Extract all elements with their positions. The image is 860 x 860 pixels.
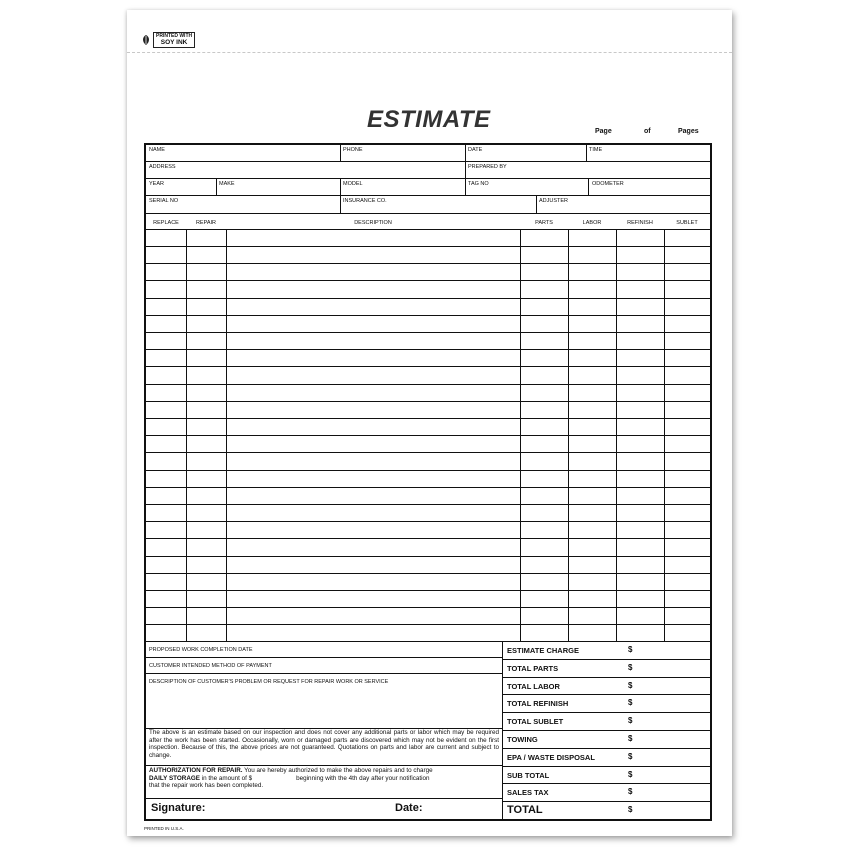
phone-field[interactable]: PHONE	[343, 147, 363, 153]
totals-divider	[502, 766, 710, 767]
table-row[interactable]	[146, 607, 710, 608]
table-row[interactable]	[146, 470, 710, 471]
total-label-sub-total: SUB TOTAL	[507, 770, 550, 780]
authorization-text-4: that the repair work has been completed.	[149, 782, 264, 790]
col-description: DESCRIPTION	[354, 220, 392, 226]
table-row[interactable]	[146, 590, 710, 591]
total-amount-field[interactable]: $	[628, 751, 633, 761]
table-row[interactable]	[146, 521, 710, 522]
totals-divider	[502, 712, 710, 713]
table-row[interactable]	[146, 418, 710, 419]
totals-divider	[502, 748, 710, 749]
total-amount-field[interactable]: $	[628, 787, 633, 797]
completion-date-field[interactable]: PROPOSED WORK COMPLETION DATE	[149, 647, 253, 653]
printed-in-usa: PRINTED IN U.S.A.	[144, 826, 184, 831]
totals-divider	[502, 730, 710, 731]
total-label-epa-waste-disposal: EPA / WASTE DISPOSAL	[507, 752, 595, 762]
soy-ink-text	[153, 32, 195, 48]
repair-authorization	[149, 767, 499, 790]
totals-divider	[502, 783, 710, 784]
table-row[interactable]	[146, 401, 710, 402]
date-field[interactable]: DATE	[468, 147, 483, 153]
form-frame	[144, 143, 712, 821]
total-label-total-labor: TOTAL LABOR	[507, 681, 560, 691]
adjuster-field[interactable]: ADJUSTER	[539, 198, 569, 204]
col-refinish: REFINISH	[627, 220, 653, 226]
serial-no-field[interactable]: SERIAL NO	[149, 198, 179, 204]
table-row[interactable]	[146, 384, 710, 385]
col-parts: PARTS	[535, 220, 553, 226]
col-replace: REPLACE	[153, 220, 179, 226]
total-label-total-refinish: TOTAL REFINISH	[507, 699, 569, 709]
total-label-total-parts: TOTAL PARTS	[507, 663, 559, 673]
table-header-divider	[146, 246, 710, 247]
col-sublet: SUBLET	[676, 220, 698, 226]
total-label-towing: TOWING	[507, 735, 538, 744]
soy-ink-badge	[141, 32, 195, 48]
estimate-form-sheet	[127, 10, 732, 836]
year-field[interactable]: YEAR	[149, 181, 164, 187]
table-row[interactable]	[146, 349, 710, 350]
insurance-co-field[interactable]: INSURANCE CO.	[343, 198, 387, 204]
totals-divider	[502, 659, 710, 660]
tag-no-field[interactable]: TAG NO	[468, 181, 489, 187]
totals-divider	[502, 801, 710, 802]
soy-ink-line2: SOY INK	[160, 39, 188, 46]
prepared-by-field[interactable]: PREPARED BY	[468, 164, 507, 170]
authorization-text-2: in the amount of $	[201, 774, 253, 782]
table-row[interactable]	[146, 332, 710, 333]
total-amount-field[interactable]: $	[628, 698, 633, 708]
name-field[interactable]: NAME	[149, 147, 165, 153]
time-field[interactable]: TIME	[589, 147, 603, 153]
signature-label[interactable]: Signature:	[151, 802, 206, 814]
total-amount-field[interactable]: $	[628, 805, 633, 815]
total-amount-field[interactable]: $	[628, 734, 633, 743]
table-row[interactable]	[146, 504, 710, 505]
model-field[interactable]: MODEL	[343, 181, 363, 187]
authorization-heading: AUTHORIZATION FOR REPAIR.	[149, 767, 243, 774]
estimate-disclaimer: The above is an estimate based on our inspection and does not cover any additional parts or labor which may be required after the work has been started. Occasionally, worn or damaged parts are discovered which may not be evident on the first inspection. Because of this, the above prices are not guaranteed. Quotations on parts and labor are current and subject to change.	[149, 729, 499, 759]
table-row[interactable]	[146, 556, 710, 557]
soybean-leaf-icon	[141, 34, 151, 46]
page-label: Page	[595, 128, 612, 135]
daily-storage-label: DAILY STORAGE	[149, 774, 200, 782]
totals-divider	[502, 694, 710, 695]
soy-ink-line1: PRINTED WITH	[156, 33, 193, 39]
pages-label: Pages	[678, 128, 699, 135]
make-field[interactable]: MAKE	[219, 181, 235, 187]
table-row[interactable]	[146, 435, 710, 436]
table-row[interactable]	[146, 487, 710, 488]
odometer-field[interactable]: ODOMETER	[592, 181, 624, 187]
table-row[interactable]	[146, 573, 710, 574]
perforation-line	[127, 52, 732, 53]
table-row[interactable]	[146, 624, 710, 625]
totals-divider	[502, 677, 710, 678]
form-title: ESTIMATE	[367, 106, 491, 133]
table-row[interactable]	[146, 452, 710, 453]
authorization-text-3: beginning with the 4th day after your notification	[296, 774, 430, 782]
total-label-total-sublet: TOTAL SUBLET	[507, 717, 564, 727]
date-signed-label[interactable]: Date:	[395, 802, 423, 814]
table-row[interactable]	[146, 366, 710, 367]
table-row[interactable]	[146, 298, 710, 299]
total-amount-field[interactable]: $	[628, 769, 633, 779]
payment-method-field[interactable]: CUSTOMER INTENDED METHOD OF PAYMENT	[149, 663, 272, 669]
table-row[interactable]	[146, 280, 710, 281]
table-row[interactable]	[146, 538, 710, 539]
col-labor: LABOR	[582, 220, 602, 226]
table-row[interactable]	[146, 263, 710, 264]
problem-description-field[interactable]: DESCRIPTION OF CUSTOMER'S PROBLEM OR REQUEST FOR REPAIR WORK OR SERVICE	[149, 679, 389, 685]
total-amount-field[interactable]: $	[628, 716, 633, 726]
total-amount-field[interactable]: $	[628, 680, 633, 690]
table-row[interactable]	[146, 315, 710, 316]
address-field[interactable]: ADDRESS	[149, 164, 176, 170]
total-label-estimate-charge: ESTIMATE CHARGE	[507, 646, 579, 655]
of-label: of	[644, 128, 651, 135]
authorization-text-1: You are hereby authorized to make the above repairs and to charge	[244, 767, 433, 774]
col-repair: REPAIR	[195, 220, 217, 226]
total-amount-field[interactable]: $	[628, 645, 633, 654]
total-label-total: TOTAL	[507, 804, 543, 817]
total-amount-field[interactable]: $	[628, 662, 633, 672]
total-label-sales-tax: SALES TAX	[507, 788, 549, 798]
